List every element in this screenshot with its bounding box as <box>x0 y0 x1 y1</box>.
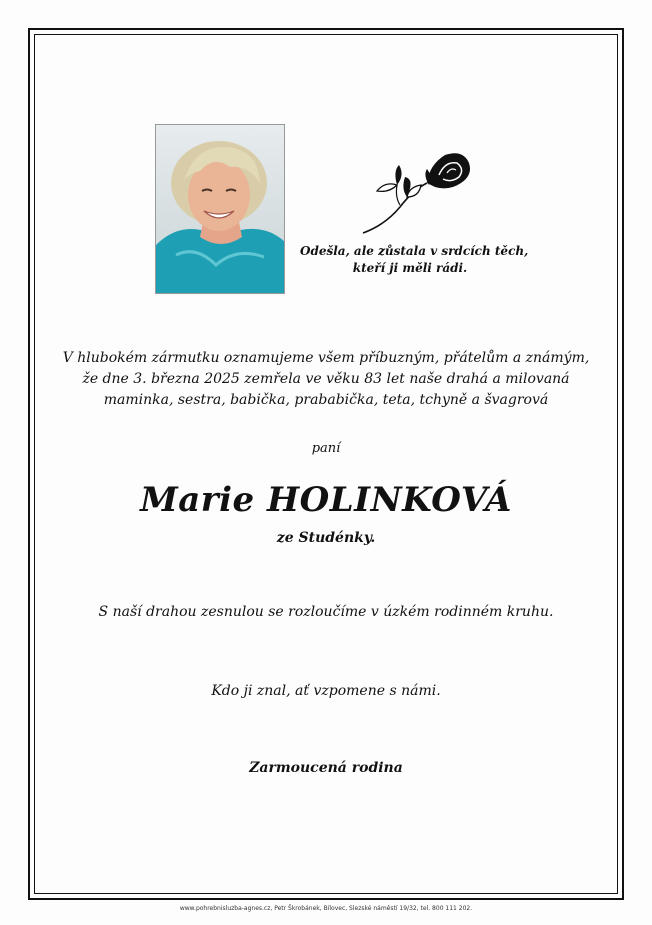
motto <box>300 243 529 277</box>
rose-icon <box>355 145 480 240</box>
motto-line-1: Odešla, ale zůstala v srdcích těch, <box>300 244 529 258</box>
announcement <box>40 348 612 411</box>
deceased-name: Marie HOLINKOVÁ <box>140 480 512 520</box>
announcement-line-2: že dne 3. března 2025 zemřela ve věku 83 let naše drahá a milovaná <box>82 371 570 387</box>
farewell-text: S naší drahou zesnulou se rozloučíme v úzkém rodinném kruhu. <box>98 604 554 620</box>
signature: Zarmoucená rodina <box>249 760 403 776</box>
honorific: paní <box>311 441 341 456</box>
portrait-photo <box>155 124 285 294</box>
remember-text: Kdo ji znal, ať vzpomene s námi. <box>211 683 441 699</box>
footer-contact: www.pohrebnisluzba-agnes.cz, Petr Škrobánek, Bílovec, Slezské náměstí 19/32, tel. 800 111 202. <box>179 905 473 912</box>
announcement-line-3: maminka, sestra, babička, prababička, teta, tchyně a švagrová <box>103 392 549 408</box>
deceased-origin: ze Studénky. <box>276 530 376 546</box>
motto-line-2: kteří ji měli rádi. <box>352 261 468 275</box>
announcement-line-1: V hlubokém zármutku oznamujeme všem příbuzným, přátelům a známým, <box>62 350 590 366</box>
